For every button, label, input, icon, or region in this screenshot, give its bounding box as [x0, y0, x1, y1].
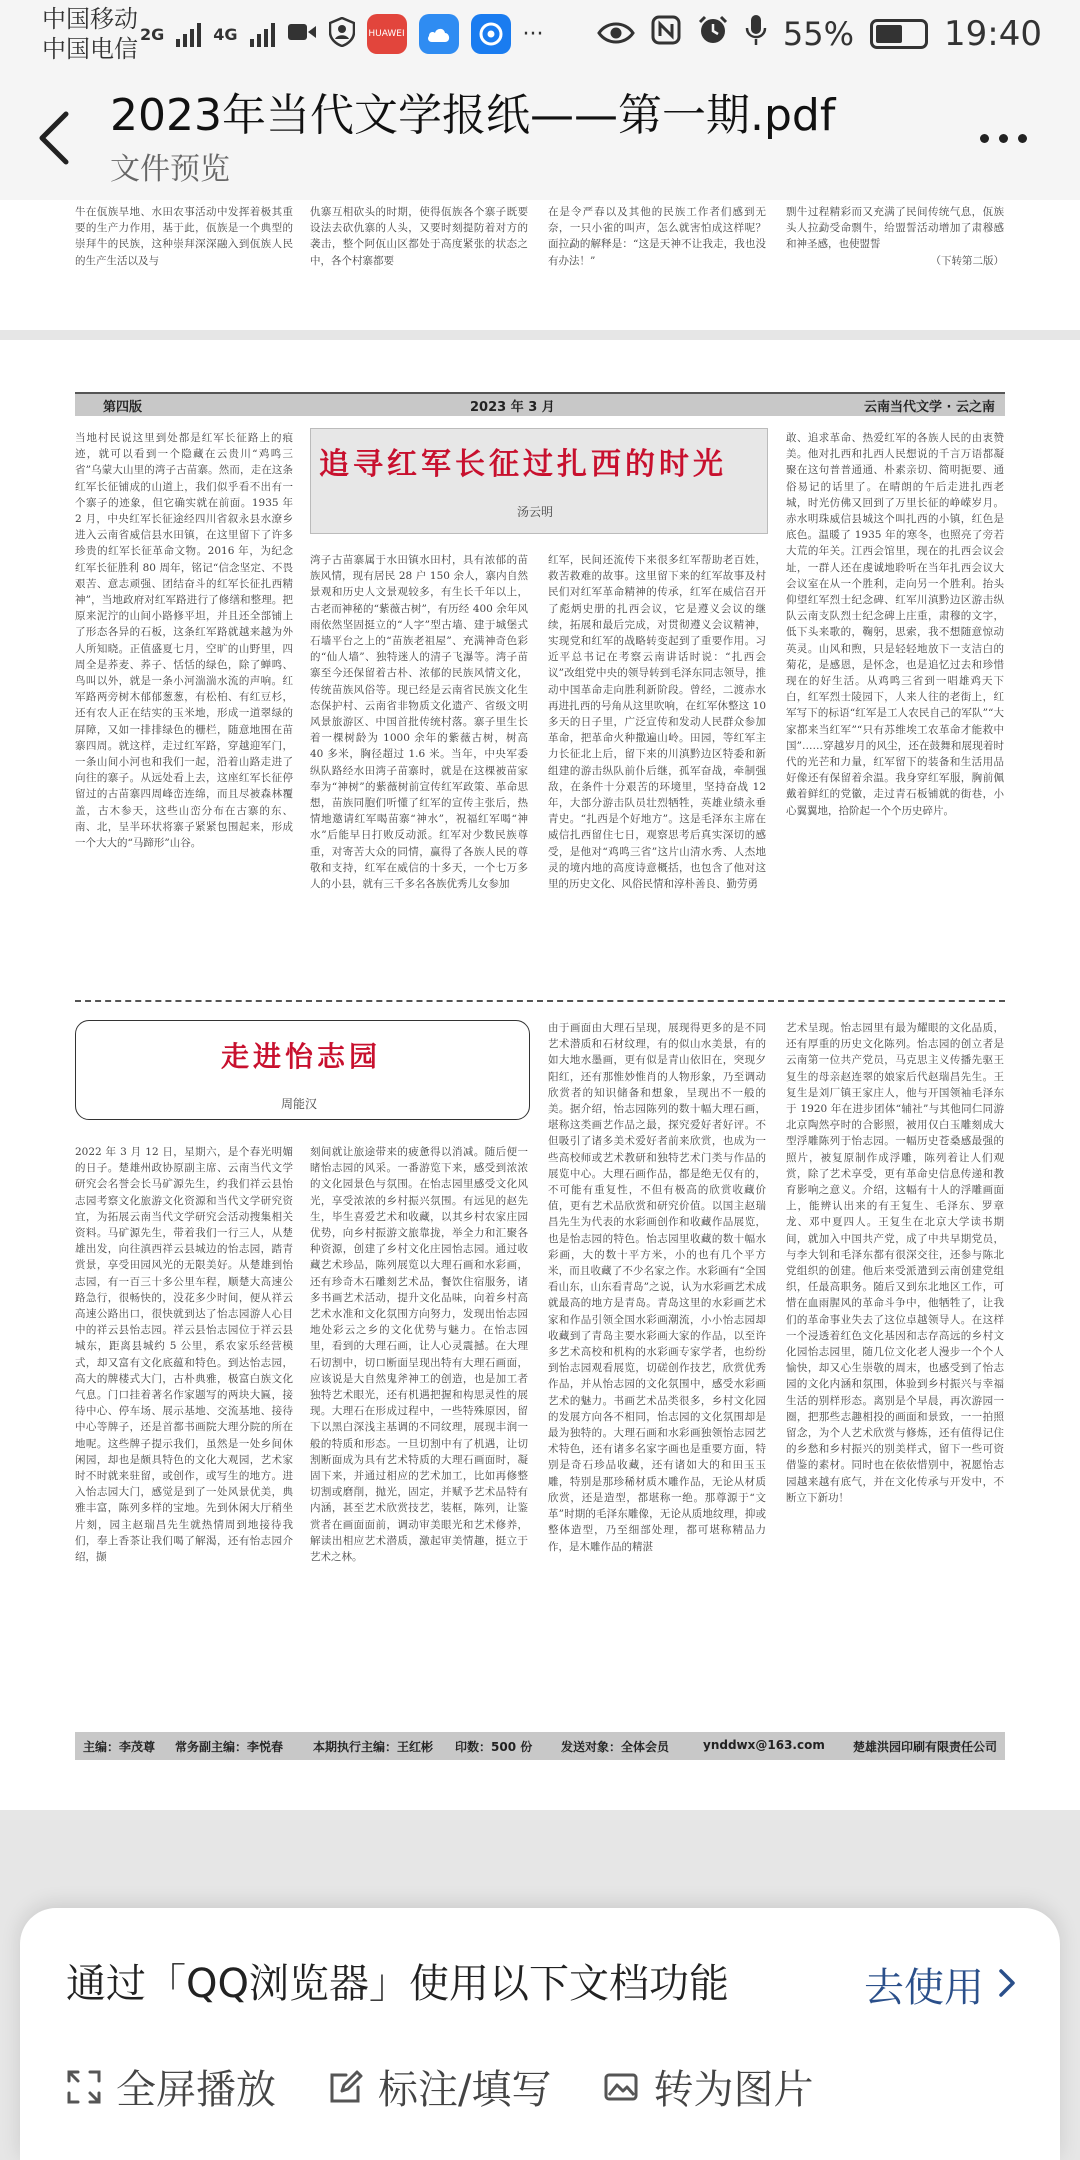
battery-percent: 55%: [782, 15, 855, 53]
carrier-1: 中国移动: [42, 5, 138, 33]
signal-icon-2: [250, 21, 275, 47]
more-notifications-icon: ···: [522, 21, 544, 47]
more-options-button[interactable]: [980, 128, 1040, 148]
article2-title: 走进怡志园: [221, 1040, 382, 1073]
go-use-label: 去使用: [864, 1965, 984, 2011]
eye-icon: [597, 14, 635, 54]
continued-note: （下转第二版）: [930, 254, 1004, 267]
article2-column-3: 由于画面由大理石呈现，展现得更多的是不同艺术潜质和石材纹理，有的似山水美景，有的如大地水墨画，更有似是青山依旧在，突现夕阳红，还有那惟妙惟肖的人物形象，乃至调动欣赏者的知识储备和想象，呈现出不一般的美。据介绍，怡志园陈列的数十幅大理石画，堪称这类画艺作品之最，探究爱好者好评。不但吸引了诸多美术爱好者前来欣赏，也成为一些高校师或艺术教研和独特艺术门类与作品的展览中心。大理石画作品，都是绝无仅有的，不可能有重复性，不但有极高的欣赏收藏价值，更有艺术品欣赏和研究价值。以国主赵瑞昌先生为代表的水彩画创作和收藏作品展览，也是怡志园的特色。怡志园里收藏的数十幅水彩画，大的数十平方米，小的也有几个平方米，而且收藏了不少名家之作。水彩画有“全国看山东，山东看青岛”之说，认为水彩画艺术成就最高的地方是青岛。青岛这里的水彩画艺术家和作品引领全国水彩画潮流，小小怡志园却收藏到了青岛主要水彩画大家的作品，以至许多艺术高校和机构的水彩画专家学者，也纷纷到怡志园观看展览，切磋创作技艺，欣赏优秀作品，并从怡志园的文化氛围中，感受水彩画艺术的魅力。书画艺术品类很多，乡村文化园的发展方向各不相同，怡志园的文化氛围却是最为独特的。大理石画和水彩画独领怡志园艺术特色，还有诸多名家字画也是重要方面，特别是奇石珍品收藏，还有诸如大的和田玉玉雕，特别是那珍稀材质木雕作品，无论从材质欣赏，还是造型，都堪称一绝。那尊源于“文革”时期的毛泽东雕像，无论从质地纹理，抑或整体造型，乃至细部处理，都可堪称精品力作，是木雕作品的精湛: [548, 1022, 766, 1553]
page1-column-4: [786, 204, 1004, 270]
status-bar: [0, 0, 1080, 68]
footer-printer: 楚雄洪园印刷有限责任公司: [852, 1740, 997, 1754]
alarm-icon: [697, 14, 729, 55]
tool-list: [66, 2058, 813, 2115]
battery-icon: [870, 19, 928, 49]
article1-column-4: 敢、追求革命、热爱红军的各族人民的由衷赞美。他对扎西和扎西人民想说的千言万语都凝聚在这句普普通通、朴素亲切、简明扼要、通俗易记的话里了。在晴朗的午后走进扎西老城，时光仿佛又回到了万里长征的峥嵘岁月。赤水明珠威信县城这个叫扎西的小镇，红色是底色。温暖了 1935 年的寒冬，也照亮了旁若大荒的年关。江西会馆里，现在的扎西会议会址，一群人还在虔诚地聆听在当年扎西会议大会议室在从一个胜利，走向另一个胜利。抬头仰望红军烈士纪念碑、红军川滇黔边区游击纵队云南支队烈士纪念碑上庄重，肃穆的文字，低下头来歌的，鞠躬，思索，我不想随意惊动英灵。山风和煦，只是轻轻地放下一支洁白的菊花，是感恩，是怀念，也是追忆过去和珍惜现在的好生活。从鸡鸣三省到一唱雄鸡天下白，红军烈士陵园下，人来人往的老街上，红军写下的标语“红军是工人农民自己的军队”“大家都来当红军”“只有苏维埃工农革命才能救中国”……穿越岁月的风尘，还在鼓舞和展现着时代的光芒和力量，红军留下的装备和生活用品好像还有保留着余温。我身穿红军服，胸前佩戴着鲜红的党徽，走过青石板铺就的街巷，小心翼翼地，拾阶起一个个历史碎片。: [786, 432, 1004, 817]
dot-icon: [1018, 134, 1027, 143]
page1-column-1: 牛在佤族旱地、水田农事活动中发挥着极其重要的生产力作用，基于此，佤族是一个典型的崇拜牛的民族，这种崇拜深深融入到佤族人民的生产生活以及与: [75, 206, 293, 267]
back-button[interactable]: [30, 108, 80, 168]
article2-column-4: 艺术呈现。怡志园里有最为耀眼的文化品质，还有厚重的历史文化陈列。怡志园的创立者是云南第一位共产党员，马克思主义传播先驱王复生的母亲赵连翠的娘家后代赵瑞昌先生。王复生是刘厂镇王家庄人，他与开国领袖毛泽东于 1920 年在进步团体“辅社”与其他同仁同游北京陶然亭时的合影照，被用仅白玉雕刻成大型浮雕陈列于怡志园。一幅历史苍桑感最强的照片，被复原制作成浮雕，陈列着让人们观赏，除了艺术享受，更有革命史信息传递和教育影响之意义。介绍，这幅有十人的浮雕画面上，能辨认出来的有王复生、毛泽东、罗章龙、邓中夏四人。王复生在北京大学读书期间，就加入中国共产党，成了中共早期党员，与李大钊和毛泽东都有很深交往，还参与陈北党组织的创建。他后来受派遣到云南创建党组织，任最高职务。随后又到东北地区工作，可惜在血雨腥风的革命斗争中，他牺牲了，让我们的革命事业失去了这位卓越领导人。在这样一个浸透着红色文化基因和志存高远的乡村文化园怡志园里，随几位文化老人漫步一个个人愉快，却又心生崇敬的周末，也感受到了怡志园的文化内涵和氛围，体验到乡村振兴与幸福生活的别样形态。离别是个早晨，再次游园一圈，把那些志趣相投的画面和景致，一一拍照留念，为个人艺术欣赏与修炼，还有值得记住的乡愁和乡村振兴的别美样式，留下一些可资借鉴的素材。同时也在依依惜别中，祝愿怡志园越来越有底气，并在文化传承与开发中，不断立下新功！: [786, 1022, 1004, 1504]
document-title: 2023年当代文学报纸——第一期.pdf: [110, 90, 836, 141]
carrier-2: 中国电信: [42, 35, 138, 63]
pdf-page-1[interactable]: [0, 200, 1080, 330]
annotate-fill-button[interactable]: [328, 2058, 551, 2115]
article1-title: 追寻红军长征过扎西的时光: [319, 447, 727, 482]
footer-print: 印数：500 份: [455, 1740, 533, 1754]
footer-send: 发送对象：全体会员: [561, 1740, 670, 1754]
footer-email: ynddwx@163.com: [703, 1738, 825, 1752]
article1-column-3: 红军，民间还流传下来很多红军帮助老百姓，救苦救难的故事。这里留下来的红军故事及村民们对红军革命精神的传承，红军在威信召开了彪炳史册的扎西会议，它是遵义会议的继续，拓展和最后完成，对贯彻遵义会议精神，实现党和红军的战略转变起到了重要作用。习近平总书记在考察云南讲话时说：“扎西会议”改组党中央的领导转到毛泽东同志领导，推动中国革命走向胜利新阶段。曾经，二渡赤水再进扎西的号角从这里吹响，在红军休整这 10 多天的日子里，广泛宣传和发动人民群众参加革命，把革命火种撒遍山岭。田园，等红军主力长征北上后，留下来的川滇黔边区特委和新组建的游击纵队前仆后继，孤军奋战，牵制强敌，在条件十分艰苦的环境里，坚持奋战 12 年，大部分游击队员壮烈牺牲，英雄业绩永垂青史。“扎西是个好地方”。这是毛泽东主席在威信扎西留住七日，观察思考后真实深切的感受，是他对“鸡鸣三省”这片山清水秀、人杰地灵的境内地的高度诗意概括，也包含了他对这里的历史文化、风俗民情和淳朴善良、勤劳勇: [548, 554, 766, 891]
huawei-app-icon: HUAWEI: [367, 14, 407, 54]
browser-app-icon: [471, 14, 511, 54]
article2-column-1: 2022 年 3 月 12 日，星期六，是个春光明媚的日子。楚雄州政协原副主席、云南当代文学研究会名誉会长马矿源先生，约我们祥云县怡志园考察文化旅游文化资源和当代文学研究资宜，为拓展云南当代文学研究会活动搜集相关资料。马矿源先生，带着我们一行三人，从楚雄出发，向往滇西祥云县城边的怡志园，踏青赏景，享受田园风光的无限美好。从楚雄到怡志园，有一百三十多公里车程，顺楚大高速公路急行，很畅快的，没花多少时间，便从祥云高速公路出口，很快就到达了怡志园游人心目中的祥云县怡志园。祥云县怡志园位于祥云县城东，距离县城约 5 公里，系农家乐经营模式，却又富有文化底蕴和特色。到达怡志园，高大的牌楼式大门，古朴典雅，极富白族文化气息。门口挂着著名作家题写的两块大匾，接待中心、停车场、展示基地、交流基地、接待中心等牌子，还是首都书画院大理分院的所在地呢。这些牌子提示我们，虽然是一处乡间休闲园，却也是颇具特色的文化大观园，艺术家时不时就来驻留，或创作，或写生的地方。进入怡志园大门，感觉是到了一处风景优美，典雅丰富，陈列多样的宝地。先到休闲大厅稍坐片刻，园主赵瑞昌先生就热情周到地接待我们，奉上香茶让我们喝了解渴，还有怡志园介绍，撷: [75, 1146, 293, 1564]
title-bar: [0, 68, 1080, 200]
footer-editor: 主编：李茂尊: [83, 1740, 156, 1754]
masthead-footer: [75, 1732, 1005, 1760]
annotate-icon: [328, 2069, 364, 2105]
fullscreen-play-button[interactable]: [66, 2058, 276, 2115]
article1-column-1: 当地村民说这里到处都是红军长征路上的痕迹，就可以看到一个隐藏在云贵川“鸡鸣三省”乌蒙大山里的湾子古苗寨。然而，走在这条红军长征铺成的山道上，我们似乎看不出有一个寨子的迹象，但它确实就在前面。1935 年 2 月，中央红军长征途经四川省叙永县水潦乡进入云南省威信县水田镇，在这里留下了许多珍贵的红军长征革命文物。2016 年，为纪念红军长征胜利 80 周年，铭记“信念坚定、不畏艰苦、意志顽强、团结奋斗的红军长征扎西精神”，当地政府对红军路进行了修缮和整理。把原来泥泞的山间小路修平坦，并且还全部铺上了形态各异的石板，这条红军路就越来越为外人所知晓。正值盛夏七月，空旷的山野里，四周全是荞麦、荞子、恬恬的绿色，除了蝉鸣、鸟叫以外，就是一条小河湍湍水流的声响。红军路两旁树木郁郁葱葱，有松柏、有红豆杉，还有农人正在结实的玉米地，形成一道翠绿的屏障，又如一排排绿色的栅栏，随意地围在苗寨四周。就这样，走过红军路，穿越迎军门，一条山间小河也和我们一起，沿着山路走进了向往的寨子。从远处看上去，这座红军长征停留过的古苗寨四周峰峦连绵，而且尽被森林覆盖，古木参天，这些山峦分布在古寨的东、南、北，呈半环状将寨子紧紧包围起来，形成一个大大的“马蹄形”山谷。: [75, 432, 293, 850]
chevron-left-icon: [30, 108, 80, 168]
article2-column-2: 刻间就让旅途带来的疲惫得以消减。随后便一睹怡志园的风采。一番游览下来，感受到浓浓的文化园景色与氛围。在怡志园里感受文化风光，享受浓浓的乡村振兴氛围。有远见的赵先生，毕生喜爱艺术和收藏，以其乡村农家庄园优势，向乡村振游文旅靠拢，举全力和汇聚各种资源，创建了乡村文化庄园怡志园。通过收藏艺术珍品，陈列展览以大理石画和水彩画，还有珍奇木石雕刻艺术品，餐饮住宿服务，诸多书画艺术活动，提升文化品味，向着乡村高艺术水准和文化氛围方向努力，发现出怡志园地处彩云之乡的文化优势与魅力。在怡志园里，看到的大理石画，让人心灵震撼。在大理石切割中，切口断面呈现出特有大理石画面，应该说是大自然鬼斧神工的创造，也是加工者独特艺术眼光，还有机遇把握和构思灵性的展现。大理石在形成过程中，一些特殊原因，留下以黑白深浅主基调的不同纹理，展现丰润一般的特质和形态。一旦切割中有了机遇，让切割断面成为具有艺术特质的大理石画面时，凝固下来，并通过相应的艺术加工，比如再修整切割或磨削，抛光，固定，并赋予艺术品特有内涵，甚至艺术欣赏技艺，装框，陈列，让鉴赏者在画面面前，调动审美眼光和艺术修养，解读出相应艺术潜质，激起审美情趣，挺立于艺术之林。: [310, 1146, 528, 1564]
page-number: 第四版: [103, 400, 143, 415]
convert-label: 转为图片: [653, 2067, 814, 2113]
page1-column-3: 在是令严春以及其他的民族工作者们感到无奈，一只小雀的叫声，怎么就害怕成这样呢？面拉勐的解释是：“这是天神不让我走，我也没有办法！”: [548, 206, 766, 267]
status-icons-right: [597, 12, 1042, 56]
convert-to-image-button[interactable]: [603, 2058, 813, 2115]
qq-browser-promo-sheet: [20, 1908, 1060, 2160]
network-2g-label: 2G: [140, 24, 165, 44]
microphone-icon: [745, 14, 767, 55]
fullscreen-icon: [66, 2069, 102, 2105]
user-shield-icon: [329, 17, 355, 52]
nfc-icon: [651, 14, 681, 54]
footer-exec: 本期执行主编：王红彬: [313, 1740, 434, 1754]
network-4g-label: 4G: [213, 24, 238, 44]
article2-title-box: [75, 1020, 530, 1120]
document-subtitle: 文件预览: [110, 152, 230, 187]
page1-column-2: 仇寨互相砍头的时期，使得佤族各个寨子既要设法去砍仇寨的人头，又要时刻提防着对方的袭击，整个阿佤山区都处于高度紧张的状态之中，各个村寨都要: [310, 206, 528, 267]
footer-deputy: 常务副主编：李悦春: [175, 1740, 284, 1754]
video-icon: [287, 20, 317, 49]
page-header-bar: [75, 392, 1005, 416]
carrier-info: [42, 4, 138, 64]
article1-title-box: [310, 428, 768, 534]
signal-icon: [176, 21, 201, 47]
page1-column-4-text: 剽牛过程精彩而又充满了民间传统气息，佤族头人拉勐受命剽牛，给盟誓活动增加了肃穆感和神圣感，也使盟誓: [786, 206, 1004, 251]
annotate-label: 标注/填写: [378, 2067, 552, 2113]
fullscreen-label: 全屏播放: [116, 2067, 276, 2113]
dot-icon: [980, 134, 989, 143]
pdf-page-2[interactable]: [0, 340, 1080, 1810]
image-icon: [603, 2069, 639, 2105]
cloud-app-icon: [419, 14, 459, 54]
status-icons-left: [140, 14, 544, 54]
dot-icon: [999, 134, 1008, 143]
newspaper-name: 云南当代文学 · 云之南: [864, 400, 995, 415]
section-divider: [75, 1000, 1005, 1002]
go-use-button[interactable]: [864, 1956, 1016, 2013]
chevron-right-icon: [998, 1963, 1016, 2007]
article2-author: 周能汉: [281, 1097, 318, 1111]
clock: 19:40: [944, 14, 1042, 54]
article1-author: 汤云明: [517, 505, 554, 519]
article1-column-2: 湾子古苗寨属于水田镇水田村，具有浓郁的苗族风情，现有居民 28 户 150 余人，寨内自然景观和历史人文景观较多，有生长千年以上，古老而神秘的“紫薇古树”，有历经 400 余年风雨依然坚固挺立的“人字”型古墙、建于城堡式石墙平台之上的“苗族老祖屋”、充满神奇色彩的“仙人墙”、独特迷人的清子飞瀑等。湾子苗寨至今还保留着古朴、浓郁的民族风情文化，传统苗族风俗等。现已经是云南省民族文化生态保护村、云南省非物质文化遗产、省级文明风景旅游区、中国首批传统村落。寨子里生长着一棵树龄为 1000 余年的紫薇古树，树高 40 多米，胸径超过 1.6 米。当年，中央军委纵队路经水田湾子苗寨时，就是在这棵被苗家奉为“神树”的紫薇树前宣传红军政策、革命思想，苗族同胞们听懂了红军的宣传主张后，热情地邀请红军喝苗寨“神水”，祝福红军喝“神水”后能早日打败反动派。红军对少数民族尊重，对寄苦大众的同情，赢得了各族人民的尊敬和支持，红军在威信的十多天，一个七万多人的小县，就有三千多名各族优秀儿女参加: [310, 554, 528, 891]
page-date: 2023 年 3 月: [470, 400, 555, 415]
promo-title: 通过「QQ浏览器」使用以下文档功能: [66, 1961, 729, 2007]
